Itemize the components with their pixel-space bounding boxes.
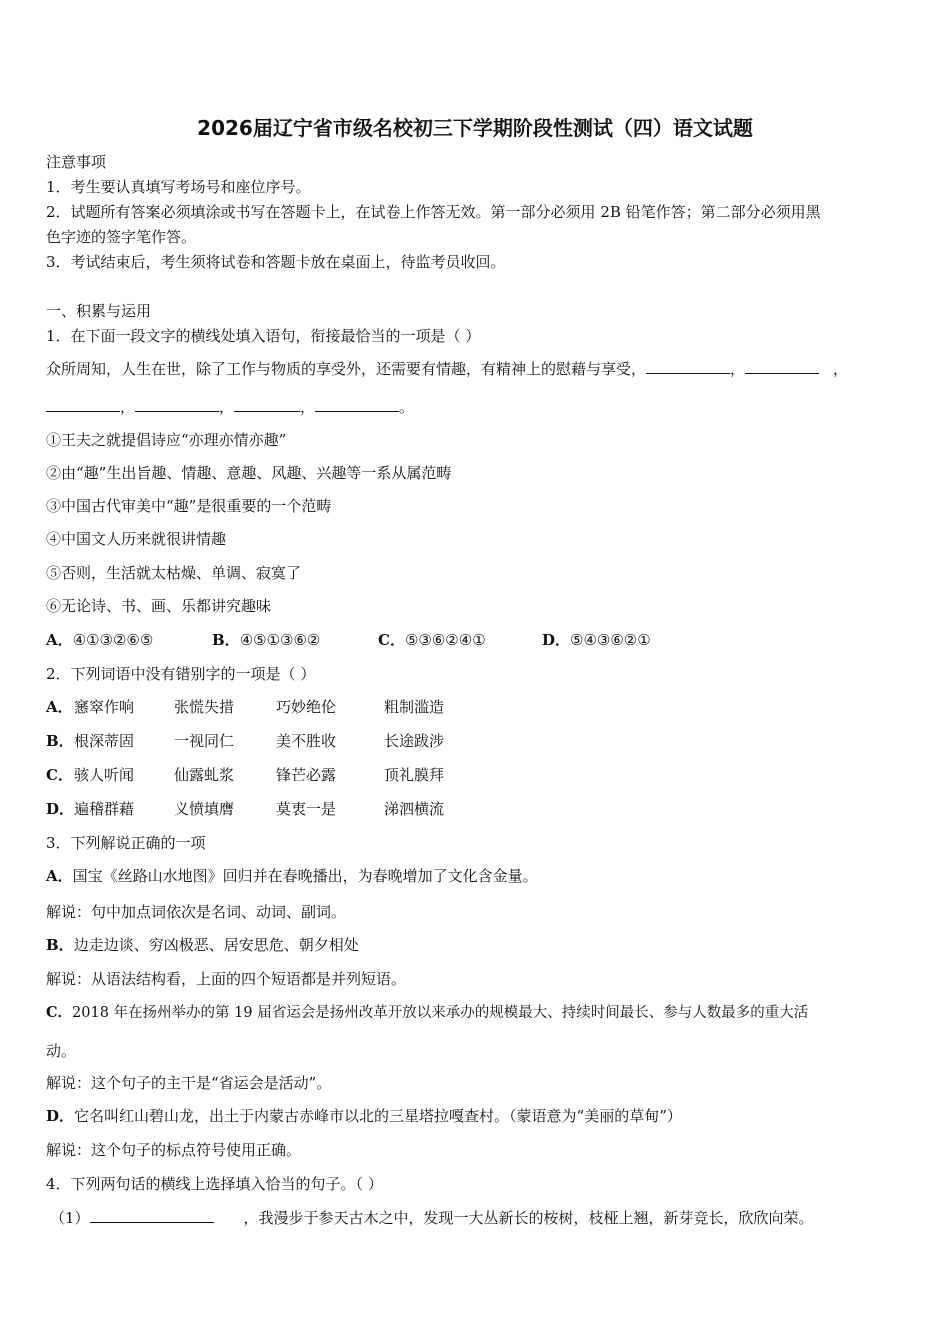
q1-passage-line2 [46, 397, 414, 417]
q3-option-b[interactable]: B．边走边谈、穷凶极恶、居安思危、朝夕相处 [46, 936, 359, 954]
q1-passage-text: 众所周知，人生在世，除了工作与物质的享受外，还需要有情趣，有精神上的慰藉与享受， [46, 360, 647, 378]
answer-blank [745, 359, 819, 374]
notice-item-2: 2．试题所有答案必须填涂或书写在答题卡上，在试卷上作答无效。第一部分必须用 2B 铅笔作答；第二部分必须用黑 [46, 203, 821, 221]
q3-option-a[interactable]: A．国宝《丝路山水地图》回归并在春晚播出，为春晚增加了文化含金量。 [46, 867, 538, 885]
q1-item: ⑥无论诗、书、画、乐都讲究趣味 [46, 597, 272, 615]
q1-item: ⑤否则，生活就太枯燥、单调、寂寞了 [46, 564, 302, 582]
answer-blank [135, 397, 219, 412]
q3-note-a: 解说：句中加点词依次是名词、动词、副词。 [46, 903, 347, 921]
separator: ， [300, 398, 316, 416]
q1-item: ③中国古代审美中“趣”是很重要的一个范畴 [46, 497, 332, 515]
notice-item-3: 3．考试结束后，考生须将试卷和答题卡放在桌面上，待监考员收回。 [46, 253, 506, 271]
notice-item-1: 1．考生要认真填写考场号和座位序号。 [46, 178, 311, 196]
q1-item: ①王夫之就提倡诗应“亦理亦情亦趣” [46, 431, 287, 449]
q3-option-c[interactable]: C．2018 年在扬州举办的第 19 届省运会是扬州改革开放以来承办的规模最大、持续时间最长、参与人数最多的重大活 [46, 1004, 809, 1021]
answer-blank [234, 397, 300, 412]
sentence-text: ，我漫步于参天古木之中，发现一大丛新长的桉树，枝桠上翘，新芽竞长，欣欣向荣。 [243, 1209, 814, 1227]
sentence-label: （1） [50, 1209, 90, 1227]
q3-note-b: 解说：从语法结构看，上面的四个短语都是并列短语。 [46, 970, 407, 988]
q1-item: ②由“趣”生出旨趣、情趣、意趣、风趣、兴趣等一系从属范畴 [46, 464, 452, 482]
separator: 。 [399, 398, 415, 416]
q2-option-d[interactable]: D．遍稽群藉 义愤填膺 莫衷一是 涕泗横流 [46, 800, 445, 818]
q1-stem: 1．在下面一段文字的横线处填入语句，衔接最恰当的一项是（ ） [46, 327, 481, 345]
q1-passage-line1 [46, 359, 848, 379]
q2-option-b[interactable]: B．根深蒂固 一视同仁 美不胜收 长途跋涉 [46, 732, 445, 750]
separator: ， [730, 360, 746, 378]
answer-blank [315, 397, 399, 412]
answer-blank [46, 397, 120, 412]
notice-item-2-cont: 色字迹的签字笔作答。 [46, 228, 197, 246]
page-title: 2026届辽宁省市级名校初三下学期阶段性测试（四）语文试题 [197, 116, 753, 140]
q3-option-c-cont: 动。 [46, 1042, 77, 1060]
q1-option-c[interactable]: C．⑤③⑥②④① [378, 631, 486, 649]
q3-option-d[interactable]: D．它名叫红山碧山龙，出土于内蒙古赤峰市以北的三星塔拉嘎查村。（蒙语意为“美丽的草甸”） [46, 1107, 682, 1125]
separator: ， [833, 360, 849, 378]
q1-option-a[interactable]: A．④①③②⑥⑤ [46, 631, 154, 649]
q2-option-c[interactable]: C．骇人听闻 仙露虬浆 锋芒必露 顶礼膜拜 [46, 766, 445, 784]
q3-note-d: 解说：这个句子的标点符号使用正确。 [46, 1141, 302, 1159]
q2-option-a[interactable]: A．窸窣作响 张慌失措 巧妙绝伦 粗制滥造 [46, 698, 445, 716]
answer-blank [90, 1208, 214, 1223]
q2-stem: 2．下列词语中没有错别字的一项是（ ） [46, 665, 316, 683]
q1-option-b[interactable]: B．④⑤①③⑥② [212, 631, 321, 649]
q1-option-d[interactable]: D．⑤④③⑥②① [542, 631, 651, 649]
q4-sentence-1 [50, 1208, 814, 1228]
q1-item: ④中国文人历来就很讲情趣 [46, 530, 227, 548]
q1-options [46, 630, 651, 650]
separator: ， [219, 398, 235, 416]
q4-stem: 4．下列两句话的横线上选择填入恰当的句子。（ ） [46, 1175, 383, 1193]
separator: ， [120, 398, 136, 416]
answer-blank [646, 359, 730, 374]
q3-stem: 3．下列解说正确的一项 [46, 834, 206, 852]
notice-heading: 注意事项 [46, 153, 107, 171]
section-heading: 一、积累与运用 [46, 302, 152, 320]
q3-note-c: 解说：这个句子的主干是“省运会是活动”。 [46, 1074, 332, 1092]
